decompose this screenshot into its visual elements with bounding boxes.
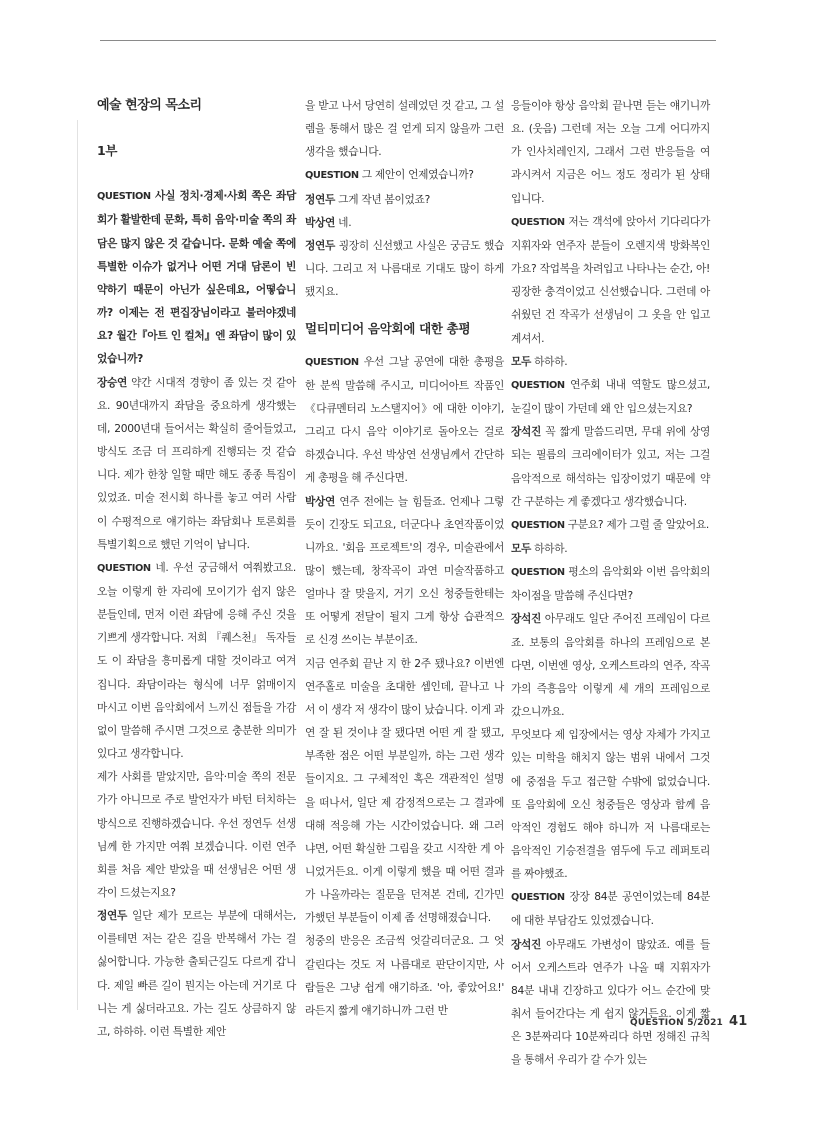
subsection-title: 멀티미디어 음악회에 대한 총평: [305, 321, 471, 337]
page-number: 41: [729, 1014, 748, 1029]
paragraph-text: 청중의 반응은 조금씩 엇갈리더군요. 그 엇갈린다는 것도 저 나름대로 판단이지만, 사람들은 그냥 쉽게 얘기하죠. '아, 좋았어요!' 라든지 짧게 얘기하니까 그런 반: [305, 934, 504, 1017]
speaker-label: 박상연: [305, 494, 336, 508]
paragraph: [305, 350, 504, 490]
speaker-label: QUESTION: [511, 567, 565, 579]
paragraph: [97, 371, 296, 556]
paragraph: [305, 211, 504, 234]
paragraph: [511, 723, 710, 885]
speaker-label: 장석진: [511, 612, 542, 626]
paragraph-text: 그 제안이 언제였습니까?: [358, 168, 474, 182]
speaker-label: QUESTION: [511, 216, 565, 228]
paragraph: [511, 210, 710, 350]
paragraph-text: 하하하.: [531, 354, 568, 368]
paragraph: [511, 537, 710, 560]
speaker-label: QUESTION: [305, 170, 359, 182]
paragraph: [305, 188, 504, 211]
paragraph-text: 그게 작년 봄이었죠?: [335, 192, 430, 206]
paragraph-text: 구분요? 제가 그럴 줄 알았어요.: [564, 517, 709, 531]
paragraph: [511, 885, 710, 932]
paragraph-text: 저는 객석에 앉아서 기다리다가 지휘자와 연주자 분들이 오렌지색 방화복인가요? 작업복을 차려입고 나타나는 순간, 아! 굉장한 충격이었고 신선했습니다. 그런데 아쉬웠던 건 작곡가 선생님이 그 옷을 안 입고 계셔서.: [511, 214, 710, 345]
paragraph-text: 우선 그날 공연에 대한 총평을 한 분씩 말씀해 주시고, 미디어아트 작품인《다큐멘터리 노스탤지어》에 대한 이야기, 그리고 다시 음악 이야기로 돌아오는 걸로 하겠습니다. 우선 박상연 선생님께서 간단하게 총평을 해 주신다면.: [305, 354, 504, 485]
speaker-label: QUESTION: [97, 191, 151, 203]
speaker-label: QUESTION: [97, 562, 151, 574]
paragraph: [511, 560, 710, 607]
speaker-label: QUESTION: [511, 519, 565, 531]
speaker-label: QUESTION: [511, 379, 565, 391]
paragraph: [97, 184, 296, 370]
speaker-label: 박상연: [305, 215, 336, 229]
speaker-label: 정연두: [305, 238, 336, 252]
paragraph-text: 아무래도 일단 주어진 프레임이 다르죠. 보통의 음악회를 하나의 프레임으로 본다면, 이번엔 영상, 오케스트라의 연주, 작곡가의 즉흥음악 이렇게 세 개의 프레임으로 갔으니까요.: [511, 612, 710, 719]
paragraph-text: 지금 연주회 끝난 지 한 2주 됐나요? 이번엔 연주홀로 미술을 초대한 셈인데, 끝나고 나서 이 생각 저 생각이 많이 났습니다. 이게 과연 잘 된 것이냐 잘 됐다면 어떤 게 잘 됐고, 부족한 점은 어떤 부분일까, 하는 그런 생각들이지요. 그 구체적인 혹은 객관적인 설명을 떠나서, 일단 제 감정적으로는 그 결과에 대해 적응해 가는 시간이었습니다. 왜 그러냐면, 어떤 확실한 그림을 갖고 시작한 게 아니었거든요. 이게 이렇게 했을 때 어떤 결과가 나올까라는 질문을 던져본 건데, 긴가민가했던 부분들이 이제 좀 선명해졌습니다.: [305, 656, 504, 925]
speaker-label: 장승연: [97, 375, 128, 389]
paragraph-text: 네.: [335, 215, 352, 229]
speaker-label: 정연두: [305, 192, 336, 206]
part-label: 1부: [97, 143, 118, 159]
paragraph: [305, 94, 504, 163]
scan-edge: [77, 120, 78, 1010]
paragraph: [305, 929, 504, 1022]
paragraph: [305, 234, 504, 303]
paragraph-text: 무엇보다 제 입장에서는 영상 자체가 가지고 있는 미학을 해치지 않는 범위 내에서 그것에 중점을 두고 접근할 수밖에 없었습니다. 또 음악회에 오신 청중들은 영상과 함께 음악적인 경험도 해야 하니까 저 나름대로는 음악적인 기승전결을 염두에 두고 레퍼토리를 짜야했죠.: [511, 728, 710, 881]
column-2: [305, 94, 504, 1022]
paragraph-text: 평소의 음악회와 이번 음악회의 차이점을 말씀해 주신다면?: [511, 565, 710, 603]
speaker-label: QUESTION: [511, 892, 565, 904]
paragraph-text: 일단 제가 모르는 부분에 대해서는, 이를테면 저는 같은 길을 반복해서 가는 걸 싫어합니다. 가능한 출퇴근길도 다르게 갑니다. 제일 빠른 길이 뭔지는 아는데 거기로 다니는 게 싫더라고요. 가는 길도 상큼하지 않고, 하하하. 이런 특별한 제안: [97, 909, 296, 1038]
speaker-label: QUESTION: [305, 356, 359, 368]
paragraph: [305, 490, 504, 652]
paragraph: [511, 607, 710, 723]
column-3: [511, 94, 710, 1072]
paragraph-text: 네. 우선 궁금해서 여쭤봤고요. 오늘 이렇게 한 자리에 모이기가 쉽지 않은 분들인데, 먼저 이런 좌담에 응해 주신 것을 기쁘게 생각합니다. 저희 『퀘스천』 독자들도 이 좌담을 흥미롭게 대할 것이라고 여겨집니다. 좌담이라는 형식에 너무 얽매이지 마시고 이번 음악회에서 느끼신 점들을 가감 없이 말씀해 주시면 그것으로 충분한 의미가 있다고 생각합니다.: [97, 560, 296, 761]
paragraph: [511, 513, 710, 537]
paragraph: [97, 765, 296, 904]
paragraph-text: 을 받고 나서 당연히 설레었던 것 같고, 그 설렘을 통해서 많은 걸 얻게 되지 않을까 그런 생각을 했습니다.: [305, 99, 504, 159]
page-footer: [630, 1014, 748, 1029]
top-rule: [100, 40, 716, 41]
paragraph-text: 꼭 짧게 말씀드리면, 무대 위에 상영되는 필름의 크리에이터가 있고, 저는 그걸 음악적으로 해석하는 입장이었기 때문에 약간 구분하는 게 좋겠다고 생각했습니다.: [511, 425, 710, 508]
paragraph: [305, 652, 504, 930]
paragraph: [97, 556, 296, 765]
column-1: [97, 94, 296, 1043]
paragraph-text: 연주 전에는 늘 힘들죠. 언제나 그렇듯이 긴장도 되고요, 더군다나 초연작품이었니까요. '회음 프로젝트'의 경우, 미술관에서 많이 했는데, 창작곡이 과연 미술작품하고 얼마나 잘 맞을지, 거기 오신 청중들한테는 또 어떻게 전달이 될지 그게 항상 습관적으로 신경 쓰이는 부분이죠.: [305, 494, 504, 647]
paragraph: [511, 933, 710, 1072]
paragraph-text: 아무래도 가변성이 많았죠. 예를 들어서 오케스트라 연주가 나올 때 지휘자가 84분 내내 긴장하고 있다가 어느 순간에 맞춰서 들어간다는 게 쉽지 않거든요. 이게 짧은 3분짜리다 10분짜리다 하면 정해진 규칙을 통해서 우리가 갈 수가 있는: [511, 937, 710, 1067]
speaker-label: 장석진: [511, 425, 542, 439]
speaker-label: 모두: [511, 541, 532, 555]
paragraph: [511, 373, 710, 420]
paragraph-text: 사실 정치·경제·사회 쪽은 좌담회가 활발한데 문화, 특히 음악·미술 쪽의 좌담은 많지 않은 것 같습니다. 문화 예술 쪽에 특별한 이슈가 없거나 어떤 거대 담론이 빈약하기 때문이 아닌가 싶은데요, 어떻습니까? 이제는 전 편집장님이라고 불러야겠네요? 월간『아트 인 컬처』엔 좌담이 많이 있었습니까?: [97, 189, 296, 366]
paragraph-text: 응들이야 항상 음악회 끝나면 듣는 얘기니까요. (웃음) 그런데 저는 오늘 그게 어디까지가 인사치레인지, 그래서 그런 반응들을 여과시켜서 지금은 어느 정도 정리가 된 상태입니다.: [511, 99, 710, 205]
paragraph-text: 연주회 내내 역할도 많으셨고, 눈길이 많이 가던데 왜 안 입으셨는지요?: [511, 377, 710, 416]
paragraph: [305, 163, 504, 187]
paragraph: [511, 420, 710, 513]
speaker-label: 정연두: [97, 909, 128, 923]
paragraph: [511, 94, 710, 210]
paragraph-text: 굉장히 신선했고 사실은 궁금도 했습니다. 그리고 저 나름대로 기대도 많이 하게 됐지요.: [305, 238, 504, 299]
paragraph: [511, 350, 710, 373]
speaker-label: 장석진: [511, 937, 542, 951]
speaker-label: 모두: [511, 354, 532, 368]
magazine-issue: QUESTION 5/2021: [630, 1018, 723, 1028]
paragraph-text: 제가 사회를 맡았지만, 음악·미술 쪽의 전문가가 아니므로 주로 발언자가 바턴 터치하는 방식으로 진행하겠습니다. 우선 정연두 선생님께 한 가지만 여쭤 보겠습니다. 이런 연주회를 처음 제안 받았을 때 선생님은 어떤 생각이 드셨는지요?: [97, 770, 296, 899]
paragraph-text: 약간 시대적 경향이 좀 있는 것 같아요. 90년대까지 좌담을 중요하게 생각했는데, 2000년대 들어서는 확실히 줄어들었고, 방식도 조금 더 프리하게 진행되는 것 같습니다. 제가 한창 일할 때만 해도 종종 특집이 있었죠. 미술 전시회 하나를 놓고 여러 사람이 수평적으로 얘기하는 좌담회나 토론회를 특별기획으로 했던 기억이 납니다.: [97, 375, 296, 551]
paragraph-text: 장장 84분 공연이었는데 84분에 대한 부담감도 있었겠습니다.: [511, 890, 710, 928]
paragraph-text: 하하하.: [531, 541, 568, 555]
section-title: 예술 현장의 목소리: [97, 98, 202, 113]
paragraph: [97, 904, 296, 1043]
